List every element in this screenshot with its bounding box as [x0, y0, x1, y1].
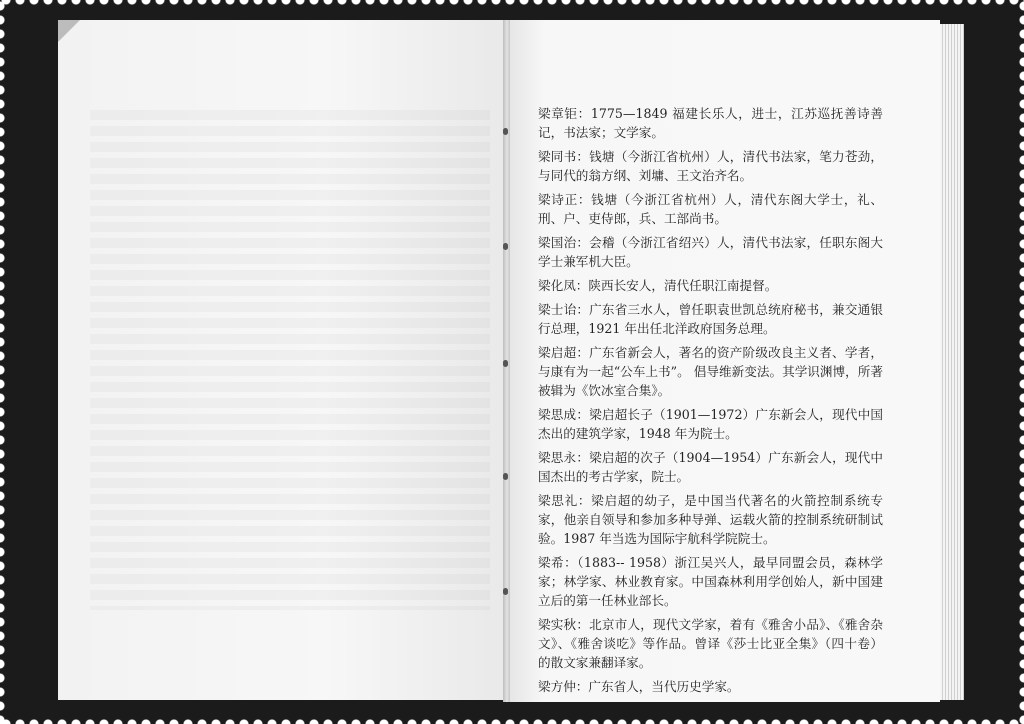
left-page — [58, 20, 504, 700]
frame-perforation-left — [0, 0, 12, 724]
binding-stitch — [503, 360, 508, 367]
biography-entry: 梁章钜：1775—1849 福建长乐人，进士，江苏巡抚善诗善记，书法家；文学家。 — [538, 106, 883, 140]
biography-entry: 梁希：（1883-- 1958）浙江吴兴人，最早同盟会员，森林学家；林学家、林业教育家。中国森林利用学创始人，新中国建立后的第一任林业部长。 — [538, 555, 883, 608]
frame-perforation-right — [1012, 0, 1024, 724]
biography-entry: 梁思礼：梁启超的幼子，是中国当代著名的火箭控制系统专家，他亲自领导和参加多种导弹、运载火箭的控制系统研制试验。1987 年当选为国际宇航科学院院士。 — [538, 493, 883, 546]
biography-entry: 梁诗正：钱塘（今浙江省杭州）人，清代东阁大学士，礼、刑、户、吏侍郎，兵、工部尚书。 — [538, 192, 883, 226]
biography-entry: 梁士诒：广东省三水人，曾任职袁世凯总统府秘书，兼交通银行总理，1921 年出任北洋政府国务总理。 — [538, 302, 883, 336]
biography-entry: 梁启超：广东省新会人，著名的资产阶级改良主义者、学者，与康有为一起“公车上书”。 倡导维新变法。其学识渊博，所著被辑为《饮冰室合集》。 — [538, 345, 883, 398]
biography-entry: 梁方仲：广东省人，当代历史学家。 — [538, 679, 740, 694]
biography-entry: 梁思成：梁启超长子（1901—1972）广东新会人，现代中国杰出的建筑学家，1948 年为院士。 — [538, 407, 883, 441]
biography-entry: 梁同书：钱塘（今浙江省杭州）人，清代书法家，笔力苍劲，与同代的翁方纲、刘墉、王文治齐名。 — [538, 149, 883, 183]
bleed-through-text — [90, 110, 490, 610]
binding-stitch — [503, 473, 508, 480]
biography-entry: 梁国治：会稽（今浙江省绍兴）人，清代书法家，任职东阁大学士兼军机大臣。 — [538, 235, 883, 269]
frame-perforation-top — [0, 0, 1024, 12]
binding-stitch — [503, 128, 508, 135]
biography-entry: 梁化凤：陕西长安人，清代任职江南提督。 — [538, 278, 778, 293]
folded-corner — [58, 20, 80, 42]
binding-stitch — [503, 243, 508, 250]
biography-entry: 梁实秋：北京市人，现代文学家，着有《雅舍小品》、《雅舍杂文》、《雅舍谈吃》等作品。曾译《莎士比亚全集》（四十卷）的散文家兼翻译家。 — [538, 617, 883, 670]
binding-stitch — [503, 588, 508, 595]
frame-perforation-bottom — [0, 712, 1024, 724]
biography-entry: 梁思永：梁启超的次子（1904—1954）广东新会人，现代中国杰出的考古学家，院士。 — [538, 450, 883, 484]
biography-list — [538, 104, 883, 701]
page-edges — [940, 24, 964, 700]
